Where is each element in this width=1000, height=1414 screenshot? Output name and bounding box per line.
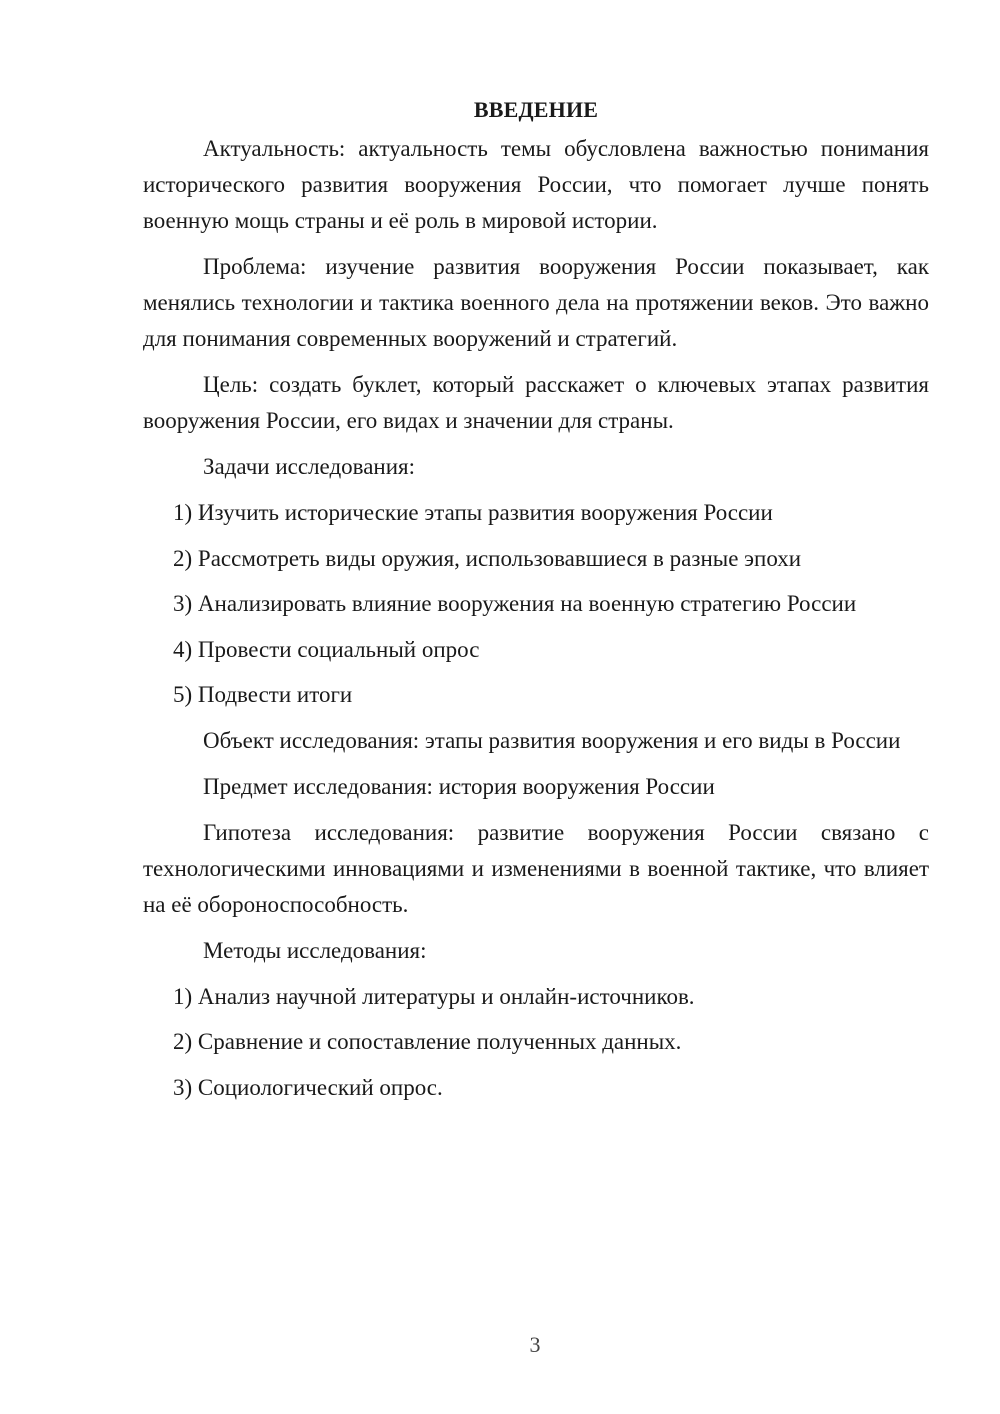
method-item: 2) Сравнение и сопоставление полученных данных.	[173, 1029, 682, 1054]
subject-paragraph: Предмет исследования: история вооружения России	[203, 773, 715, 799]
task-item: 4) Провести социальный опрос	[173, 636, 480, 662]
task-item: 5) Подвести итоги	[173, 682, 353, 707]
page-content	[143, 93, 929, 1115]
task-item: 2) Рассмотреть виды оружия, использовавшиеся в разные эпохи	[173, 545, 802, 571]
page-number: 3	[529, 1332, 541, 1357]
task-item: 1) Изучить исторические этапы развития вооружения России	[173, 500, 773, 525]
relevance-paragraph: Актуальность: актуальность темы обусловлена важностью понимания исторического развития вооружения России, что помогает лучше понять военную мощь страны и её роль в мировой истории.	[143, 136, 929, 233]
task-item: 3) Анализировать влияние вооружения на военную стратегию России	[173, 591, 857, 616]
object-paragraph: Объект исследования: этапы развития вооружения и его виды в России	[203, 727, 901, 753]
method-item: 1) Анализ научной литературы и онлайн-источников.	[173, 983, 695, 1009]
problem-paragraph: Проблема: изучение развития вооружения России показывает, как менялись технологии и тактика военного дела на протяжении веков. Это важно для понимания современных вооружений и стратегий.	[143, 254, 929, 351]
goal-paragraph: Цель: создать буклет, который расскажет о ключевых этапах развития вооружения России, его видах и значении для страны.	[143, 372, 929, 433]
section-title: ВВЕДЕНИЕ	[473, 97, 599, 122]
methods-heading: Методы исследования:	[203, 937, 427, 963]
tasks-heading: Задачи исследования:	[203, 454, 416, 479]
hypothesis-paragraph: Гипотеза исследования: развитие вооружения России связано с технологическими инновациями и изменениями в военной тактике, что влияет на её обороноспособность.	[143, 819, 929, 917]
method-item: 3) Социологический опрос.	[173, 1074, 443, 1100]
